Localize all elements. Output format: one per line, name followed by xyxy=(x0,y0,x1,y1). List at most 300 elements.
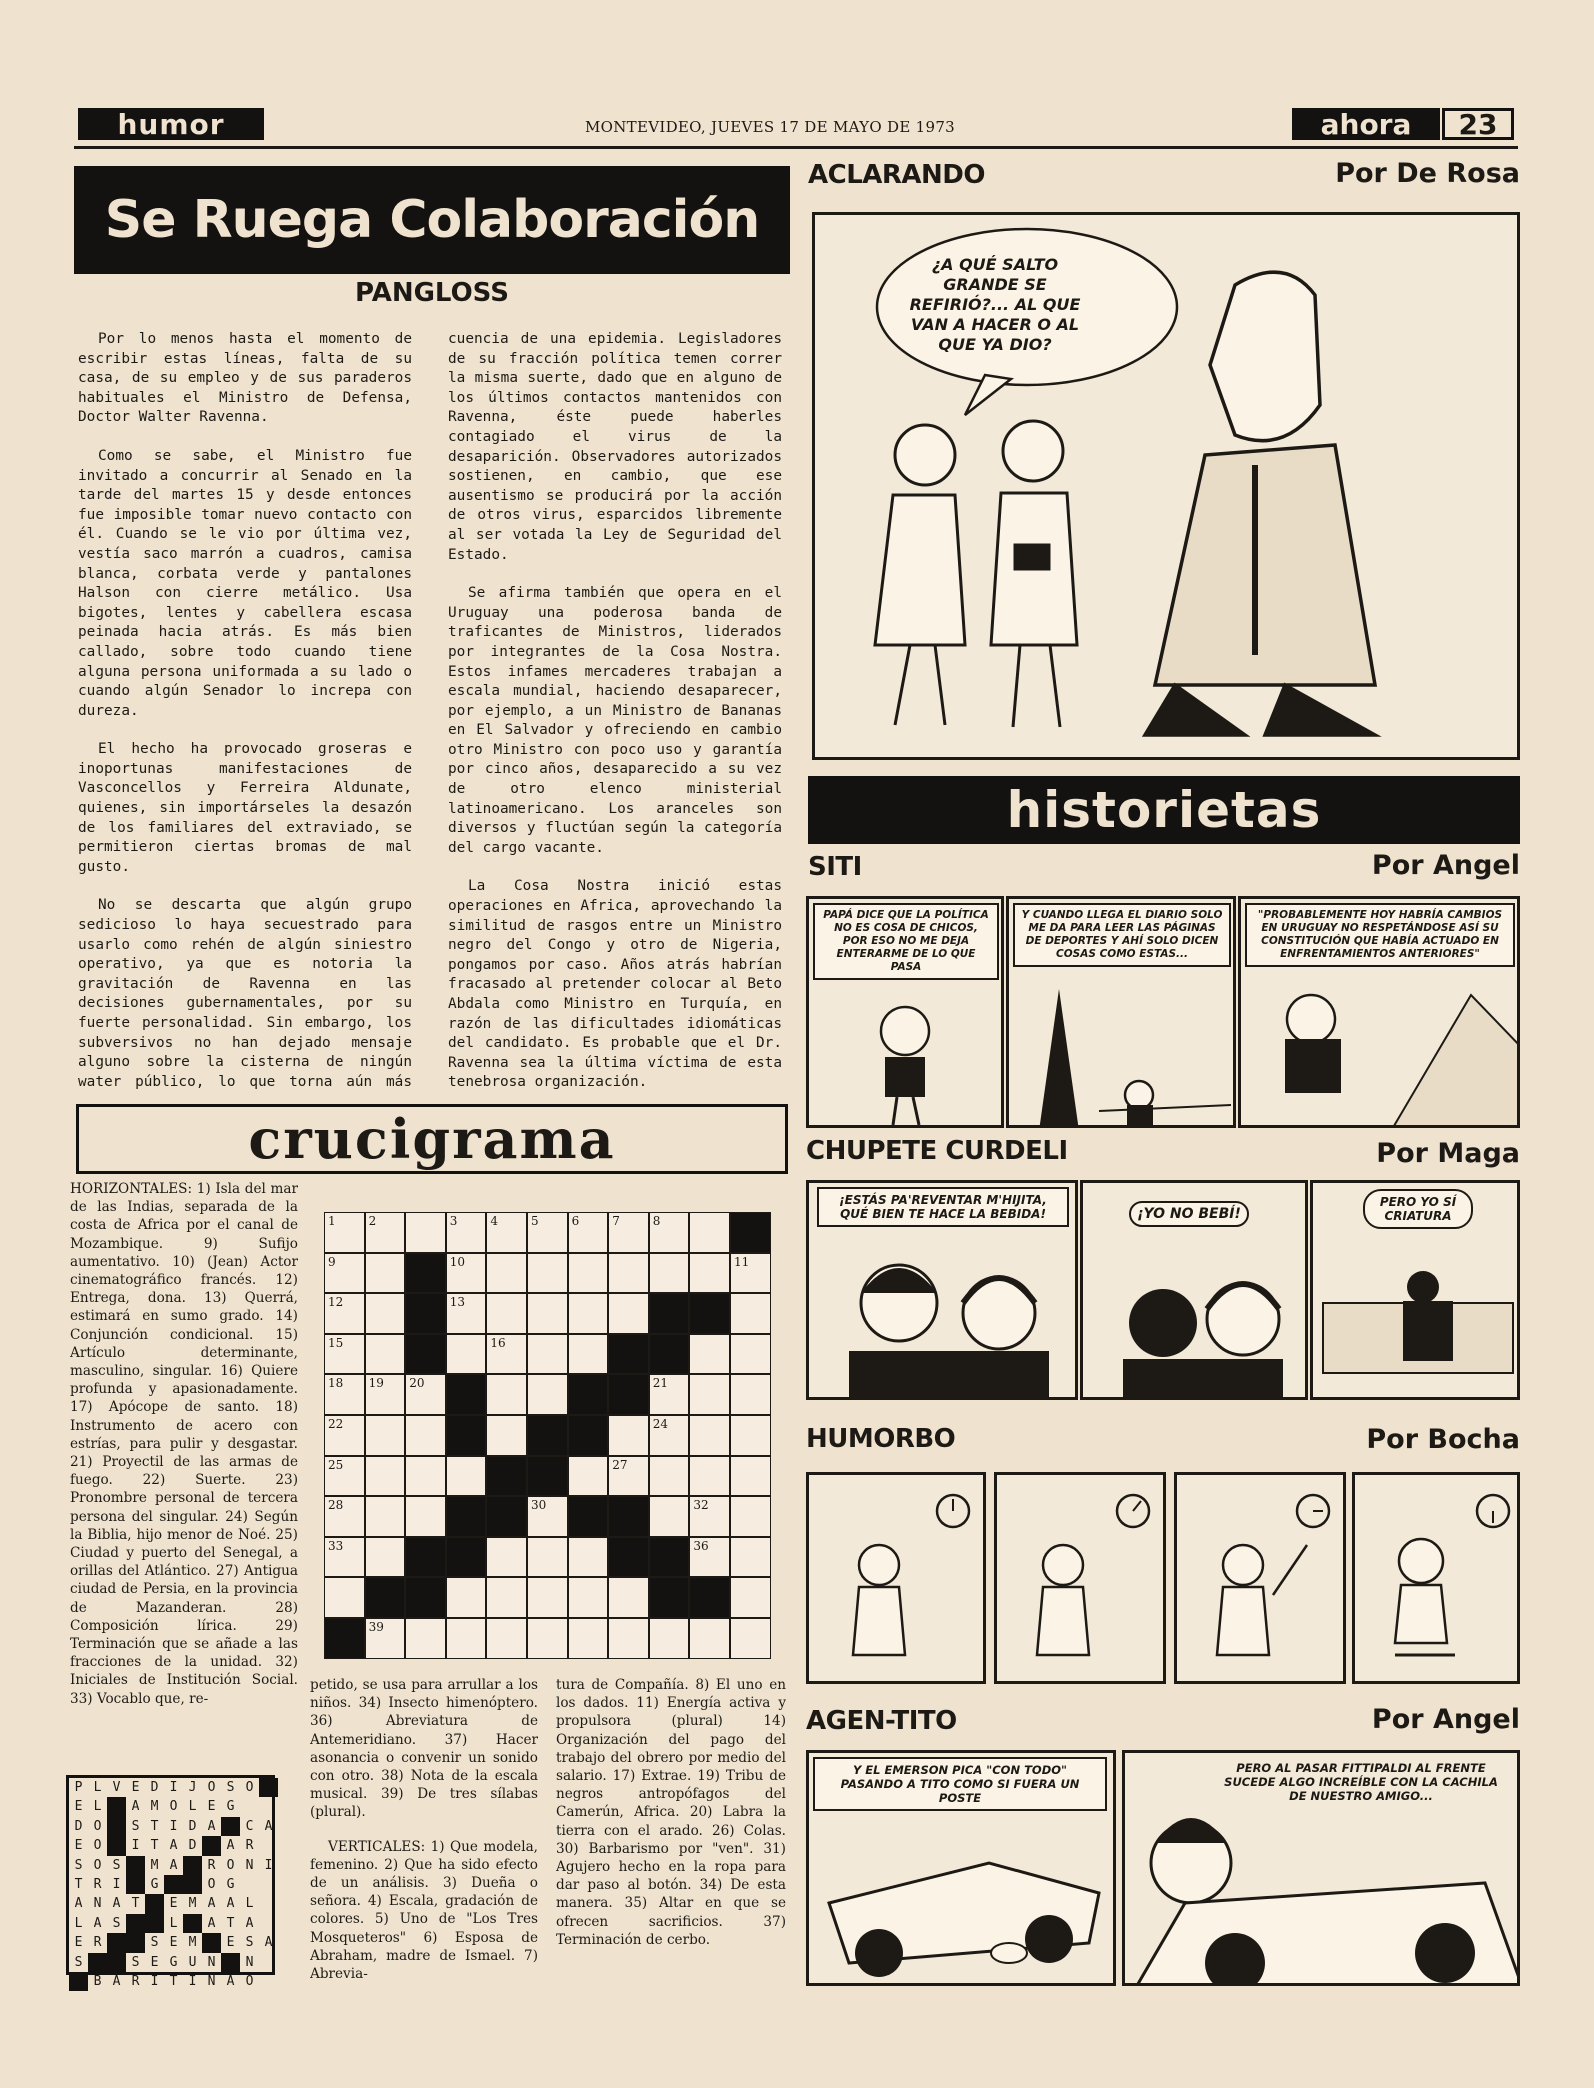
solution-cell: E xyxy=(169,1896,178,1912)
solution-black-cell xyxy=(145,1894,164,1913)
crossword-cell[interactable] xyxy=(689,1212,730,1253)
brand-text: ahora xyxy=(1320,107,1412,141)
crossword-cell-number: 16 xyxy=(490,1335,506,1350)
crossword-cell[interactable] xyxy=(649,1415,690,1456)
solution-cell: T xyxy=(150,1818,159,1834)
article-paragraph: Como se sabe, el Ministro fue invitado a concurrir al Senado en la tarde del martes 15 y desde entonces fue imposible tomar nuevo contacto con él. Cuando se le vio por última vez, vestía saco marrón a cuadros, camisa blanca, corbata verde y pantalones Halson con cierre metálico. Usa bigotes, lentes y cabellera escasa peinada hacia atrás. Es más bien callado, sobre todo cuando tiene alguna persona uniformada a su lado o cuando algún Senador lo increpa con dureza. xyxy=(78,447,412,719)
solution-cell: S xyxy=(112,1915,121,1931)
crossword-cell[interactable] xyxy=(324,1537,365,1578)
crossword-black-cell xyxy=(649,1293,690,1334)
crossword-cell[interactable] xyxy=(324,1334,365,1375)
crossword-cell[interactable] xyxy=(324,1293,365,1334)
crossword-cell[interactable] xyxy=(730,1496,771,1537)
crossword-cell[interactable] xyxy=(324,1415,365,1456)
crossword-cell-number: 15 xyxy=(328,1335,344,1350)
crossword-cell[interactable] xyxy=(486,1374,527,1415)
chupete-characters-3 xyxy=(1313,1183,1520,1400)
article-paragraph: El hecho ha provocado groseras e inoportunas manifestaciones de Vasconcellos y Ferreira Aldunate, quienes, sin importárseles la desazón de los familiares del extraviado, se permitieron ciertas bromas de mal gusto. xyxy=(78,741,412,875)
crossword-cell[interactable] xyxy=(568,1456,609,1497)
chupete-panel-3 xyxy=(1310,1180,1520,1400)
humorbo-byline: Por Bocha xyxy=(1366,1424,1520,1455)
crossword-cell[interactable] xyxy=(405,1456,446,1497)
siti-character-2 xyxy=(1009,899,1236,1128)
article-headline-box xyxy=(74,166,790,274)
crossword-cell[interactable] xyxy=(689,1456,730,1497)
solution-cell: A xyxy=(112,1896,121,1912)
solution-cell: P xyxy=(74,1780,83,1795)
chupete-characters-1 xyxy=(809,1183,1078,1400)
page-number: 23 xyxy=(1458,107,1498,141)
crossword-black-cell xyxy=(608,1496,649,1537)
crossword-cell[interactable] xyxy=(608,1212,649,1253)
crossword-black-cell xyxy=(568,1374,609,1415)
crossword-cell[interactable] xyxy=(486,1253,527,1294)
solution-cell: J xyxy=(188,1780,197,1795)
crossword-cell[interactable] xyxy=(324,1496,365,1537)
article-paragraph: Por lo menos hasta el momento de escribir estas líneas, falta de su casa, de su empleo y de sus paraderos habituales el Ministro de Defensa, Doctor Walter Ravenna. xyxy=(78,331,412,426)
cartoon-man-right xyxy=(1145,272,1375,735)
crossword-cell[interactable] xyxy=(365,1618,406,1659)
crossword-column-b xyxy=(310,1676,538,1994)
siti-panel-2 xyxy=(1006,896,1236,1128)
crossword-cell-number: 3 xyxy=(449,1214,458,1228)
solution-cell: M xyxy=(188,1896,197,1912)
crossword-cell[interactable] xyxy=(527,1537,568,1578)
siti-bubble-2: Y CUANDO LLEGA EL DIARIO SOLO ME DA PARA LEER LAS PÁGINAS DE DEPORTES Y AHÍ SOLO DICEN COSAS COMO ESTAS... xyxy=(1013,903,1231,967)
solution-cell xyxy=(259,1972,278,1991)
aclarando-speech-bubble: ¿A QUÉ SALTO GRANDE SE REFIRIÓ?... AL QUE VAN A HACER O AL QUE YA DIO? xyxy=(909,255,1081,354)
crossword-cell[interactable] xyxy=(365,1415,406,1456)
section-label-text: humor xyxy=(117,107,225,141)
crossword-cell[interactable] xyxy=(486,1537,527,1578)
crossword-black-cell xyxy=(649,1334,690,1375)
crossword-cell[interactable] xyxy=(527,1253,568,1294)
solution-cell: A xyxy=(245,1915,254,1931)
humorbo-panel-1 xyxy=(806,1472,986,1684)
solution-cell: M xyxy=(188,1935,197,1951)
solution-cell xyxy=(259,1894,278,1913)
crossword-cell[interactable] xyxy=(486,1577,527,1618)
crossword-black-cell xyxy=(568,1496,609,1537)
crossword-cell[interactable] xyxy=(730,1618,771,1659)
crossword-cell-number: 36 xyxy=(693,1538,709,1553)
solution-cell: A xyxy=(264,1935,273,1951)
crossword-cell[interactable] xyxy=(365,1293,406,1334)
crossword-cell[interactable] xyxy=(608,1577,649,1618)
agentito-bubble-1: Y EL EMERSON PICA "CON TODO" PASANDO A TITO COMO SI FUERA UN POSTE xyxy=(813,1757,1107,1811)
solution-black-cell xyxy=(202,1836,221,1855)
solution-cell: A xyxy=(169,1838,178,1854)
aclarando-byline: Por De Rosa xyxy=(1335,158,1520,189)
article-column-1 xyxy=(78,330,412,1092)
solution-cell xyxy=(259,1797,278,1816)
crossword-cell[interactable] xyxy=(649,1253,690,1294)
crossword-horizontales: HORIZONTALES: 1) Isla del mar de las Indias, separada de la costa de Africa por el canal de Mozambique. 9) Sufijo aumentativo. 10) (Jean) Actor cinematográfico francés. 12) Entrega, dona. 13) Querrá, estimará en sumo grado. 14) Conjunción condicional. 15) Artículo determinante, masculino, singular. 16) Quiere profunda y apasionadamente. 17) Apócope de santo. 18) Instrumento de acero con estrías, para pulir y desgastar. 21) Proyectil de las armas de fuego. 22) Suerte. 23) Pronombre personal de tercera persona del singular. 24) Según la Biblia, hijo menor de Noé. 25) Ciudad y puerto del Senegal, a orillas del Atlántico. 27) Antigua ciudad de Persia, en la provincia de Mazanderan. 28) Composición lírica. 29) Terminación que se añade a las fracciones de la unidad. 32) Iniciales de Institución Social. 33) Vocablo que, re- xyxy=(70,1181,298,1707)
solution-cell: S xyxy=(131,1954,140,1970)
solution-cell: A xyxy=(207,1818,216,1834)
crossword-cell[interactable] xyxy=(568,1212,609,1253)
crossword-verticales: VERTICALES: 1) Que modela, femenino. 2) Que ha sido efecto de un análisis. 3) Dueña o señora. 4) Escala, gradación de colores. 5) Uno de "Los Tres Mosqueteros" 6) Esposa de Abraham, madre de Ismael. 7) Abrevia- xyxy=(310,1838,538,1983)
solution-cell: A xyxy=(169,1857,178,1873)
crossword-title: crucigrama xyxy=(248,1107,616,1171)
solution-cell: E xyxy=(150,1954,159,1970)
solution-cell: L xyxy=(169,1915,178,1931)
solution-cell: R xyxy=(93,1877,102,1892)
solution-cell: R xyxy=(207,1857,216,1873)
solution-cell: O xyxy=(207,1780,216,1795)
crossword-cell[interactable] xyxy=(486,1334,527,1375)
crossword-cell[interactable] xyxy=(730,1537,771,1578)
chupete-characters-2 xyxy=(1083,1183,1308,1400)
solution-cell: R xyxy=(131,1974,140,1989)
crossword-cell-number: 30 xyxy=(531,1498,547,1513)
solution-cell: A xyxy=(93,1915,102,1931)
crossword-cell[interactable] xyxy=(730,1577,771,1618)
article-byline: PANGLOSS xyxy=(355,278,509,308)
crossword-cell[interactable] xyxy=(608,1618,649,1659)
solution-cell: I xyxy=(169,1780,178,1795)
crossword-cell[interactable] xyxy=(689,1374,730,1415)
solution-cell: D xyxy=(188,1818,197,1834)
crossword-cell[interactable] xyxy=(568,1577,609,1618)
solution-black-cell xyxy=(183,1914,202,1933)
solution-black-cell xyxy=(107,1817,126,1836)
solution-black-cell xyxy=(107,1797,126,1816)
solution-black-cell xyxy=(126,1933,145,1952)
crossword-black-cell xyxy=(324,1618,365,1659)
crossword-cell[interactable] xyxy=(527,1334,568,1375)
crossword-cell[interactable] xyxy=(730,1293,771,1334)
brand-label xyxy=(1292,108,1440,140)
solution-cell: E xyxy=(169,1935,178,1951)
siti-bubble-1: PAPÁ DICE QUE LA POLÍTICA NO ES COSA DE CHICOS, POR ESO NO ME DEJA ENTERARME DE LO QUE PASA xyxy=(813,903,999,980)
aclarando-title: ACLARANDO xyxy=(808,160,985,190)
crossword-cell[interactable] xyxy=(405,1212,446,1253)
article-paragraph: No se descarta que algún grupo sedicioso lo haya secuestrado para usarlo como rehén de algún siniestro operativo, ya que es notoria la gravitación de Ravenna en las decisiones gubernamentales, por su fuerte personalidad. Sin embargo, los subversivos no han dejado mensaje alguno sobre la cisterna de ningún water público, lo que torna aún más xyxy=(78,897,412,1090)
crossword-title-box xyxy=(76,1104,788,1174)
agentito-title: AGEN-TITO xyxy=(806,1706,957,1736)
siti-title: SITI xyxy=(808,852,862,882)
solution-cell: O xyxy=(93,1838,102,1854)
crossword-cell[interactable] xyxy=(689,1253,730,1294)
siti-panel-3 xyxy=(1238,896,1520,1128)
humorbo-figure-1 xyxy=(809,1475,986,1684)
crossword-cell-number: 7 xyxy=(612,1214,620,1228)
solution-black-cell xyxy=(107,1953,126,1972)
solution-black-cell xyxy=(107,1836,126,1855)
crossword-cell[interactable] xyxy=(527,1496,568,1537)
siti-character-1 xyxy=(809,899,1004,1128)
crossword-cell[interactable] xyxy=(689,1415,730,1456)
crossword-cell[interactable] xyxy=(608,1415,649,1456)
solution-cell: A xyxy=(226,1896,235,1912)
crossword-black-cell xyxy=(446,1496,487,1537)
crossword-black-cell xyxy=(608,1334,649,1375)
solution-cell xyxy=(259,1953,278,1972)
solution-cell: I xyxy=(112,1877,121,1892)
page-number-box xyxy=(1442,108,1514,140)
solution-cell: L xyxy=(245,1896,254,1912)
solution-cell: G xyxy=(150,1877,159,1892)
solution-cell: T xyxy=(169,1974,178,1989)
solution-black-cell xyxy=(183,1856,202,1875)
chupete-panel-1 xyxy=(806,1180,1078,1400)
crossword-cell[interactable] xyxy=(568,1293,609,1334)
chupete-bubble-3: PERO YO SÍ CRIATURA xyxy=(1363,1189,1473,1229)
crossword-cell[interactable] xyxy=(446,1253,487,1294)
solution-cell: E xyxy=(131,1780,140,1795)
crossword-black-cell xyxy=(365,1577,406,1618)
agentito-panel-1 xyxy=(806,1750,1116,1986)
crossword-cell[interactable] xyxy=(527,1577,568,1618)
crossword-cell[interactable] xyxy=(446,1456,487,1497)
solution-cell: D xyxy=(74,1818,83,1834)
solution-cell: G xyxy=(226,1799,235,1815)
crossword-cell[interactable] xyxy=(649,1374,690,1415)
crossword-black-cell xyxy=(527,1415,568,1456)
crossword-cell[interactable] xyxy=(405,1618,446,1659)
crossword-cell[interactable] xyxy=(608,1253,649,1294)
solution-cell: T xyxy=(150,1838,159,1854)
solution-cell: M xyxy=(150,1799,159,1815)
crossword-black-cell xyxy=(689,1577,730,1618)
solution-cell: D xyxy=(188,1838,197,1854)
crossword-cell[interactable] xyxy=(405,1415,446,1456)
solution-cell xyxy=(259,1914,278,1933)
solution-cell: N xyxy=(245,1857,254,1873)
solution-cell: O xyxy=(93,1818,102,1834)
crossword-cell[interactable] xyxy=(446,1334,487,1375)
crossword-clues-cont: petido, se usa para arrullar a los niños. 34) Insecto himenóptero. 36) Abreviatura de Antemeridiano. 37) Hacer asonancia o convenir un sonido con otro. 38) Nota de la escala musical. 39) De tres sílabas (plural). xyxy=(310,1677,538,1821)
solution-cell: T xyxy=(131,1896,140,1912)
section-label-humor xyxy=(78,108,264,140)
crossword-black-cell xyxy=(405,1293,446,1334)
solution-black-cell xyxy=(145,1914,164,1933)
crossword-cell[interactable] xyxy=(568,1334,609,1375)
crossword-cell-number: 32 xyxy=(693,1498,709,1513)
chupete-panel-2 xyxy=(1080,1180,1308,1400)
crossword-cell[interactable] xyxy=(324,1253,365,1294)
crossword-cell-number: 18 xyxy=(328,1376,344,1391)
humorbo-figure-4 xyxy=(1355,1475,1520,1684)
crossword-black-cell xyxy=(446,1374,487,1415)
solution-cell: A xyxy=(112,1974,121,1989)
crossword-cell[interactable] xyxy=(365,1334,406,1375)
solution-black-cell xyxy=(164,1875,183,1894)
siti-character-3 xyxy=(1241,899,1520,1128)
solution-cell: D xyxy=(150,1780,159,1795)
crossword-cell[interactable] xyxy=(446,1212,487,1253)
crossword-cell[interactable] xyxy=(568,1618,609,1659)
humorbo-figure-3 xyxy=(1177,1475,1346,1684)
solution-black-cell xyxy=(221,1817,240,1836)
crossword-cell[interactable] xyxy=(649,1456,690,1497)
crossword-cell[interactable] xyxy=(486,1618,527,1659)
crossword-cell[interactable] xyxy=(568,1537,609,1578)
aclarando-cartoon xyxy=(812,212,1520,760)
humorbo-panel-2 xyxy=(994,1472,1166,1684)
solution-black-cell xyxy=(126,1856,145,1875)
crossword-cell-number: 5 xyxy=(531,1214,539,1228)
crossword-black-cell xyxy=(486,1496,527,1537)
crossword-cell[interactable] xyxy=(365,1456,406,1497)
crossword-black-cell xyxy=(608,1537,649,1578)
solution-cell: A xyxy=(207,1915,216,1931)
solution-cell: O xyxy=(207,1877,216,1892)
crossword-cell-number: 19 xyxy=(368,1376,384,1391)
crossword-cell[interactable] xyxy=(649,1618,690,1659)
crossword-cell[interactable] xyxy=(689,1334,730,1375)
crossword-cell[interactable] xyxy=(689,1537,730,1578)
crossword-solution-grid xyxy=(66,1775,275,1989)
crossword-cell-number: 9 xyxy=(328,1254,336,1269)
humorbo-panel-3 xyxy=(1174,1472,1346,1684)
crossword-cell-number: 1 xyxy=(328,1214,336,1228)
crossword-cell[interactable] xyxy=(365,1537,406,1578)
solution-cell: C xyxy=(245,1818,254,1834)
crossword-cell[interactable] xyxy=(365,1253,406,1294)
crossword-column-c: tura de Compañía. 8) El uno en los dados. 11) Energía activa y propulsora (plural) 14) Organización del pago del trabajo del obrero por medio del salario. 17) Extrae. 19) Tribu de negros antropófagos del Camerún, Africa. 20) Labra la tierra con el arado. 26) Colas. 30) Barbarismo por "ven". 31) Agujero hecho en la ropa para dar paso al botón. 34) De esta manera. 35) Altar en que se ofrecen sacrificios. 37) Terminación de cerbo. xyxy=(556,1677,786,1948)
chupete-byline: Por Maga xyxy=(1376,1138,1520,1169)
crossword-cell[interactable] xyxy=(405,1496,446,1537)
crossword-black-cell xyxy=(446,1415,487,1456)
crossword-black-cell xyxy=(689,1293,730,1334)
crossword-cell-number: 13 xyxy=(449,1295,466,1310)
solution-cell: O xyxy=(245,1974,254,1989)
dateline: MONTEVIDEO, JUEVES 17 DE MAYO DE 1973 xyxy=(584,118,956,136)
solution-cell: O xyxy=(245,1780,254,1795)
solution-cell xyxy=(259,1836,278,1855)
solution-cell: I xyxy=(169,1818,178,1834)
solution-cell: I xyxy=(131,1838,140,1854)
solution-cell: S xyxy=(150,1935,159,1951)
crossword-cell[interactable] xyxy=(730,1456,771,1497)
crossword-cell-number: 10 xyxy=(449,1254,466,1269)
article-paragraph: Se afirma también que opera en el Uruguay una poderosa banda de traficantes de Ministros, liderados por integrantes de la Cosa Nostra. Estos infames mercaderes trabajan a escala mundial, haciendo desaparecer, por ejemplo, a un Ministro de Bananas en El Salvador y ofreciendo en cambio otro Ministro con poco uso y garantía por cinco años, desaparecido a su vez de otro elenco ministerial latinoamericano. Los aranceles son diversos y fluctúan según la categoría del cargo vacante. xyxy=(448,585,782,856)
crossword-cell-number: 22 xyxy=(328,1417,344,1431)
article-paragraph: La Cosa Nostra inició estas operaciones en Africa, aprovechando la similitud de rasgos entre un Ministro negro del Congo y otro de Nigeria, pongamos por caso. Años atrás habrían fracasado al pretender colocar al Beto Abdala como Ministro en Turquía, en razón de las dificultades idiomáticas del candidato. Es probable que el Dr. Ravenna sea la última víctima de esta tenebrosa organización. xyxy=(448,878,782,1091)
historietas-banner-text: historietas xyxy=(1006,781,1322,839)
crossword-cell[interactable] xyxy=(405,1374,446,1415)
article-column-2 xyxy=(448,330,782,1092)
solution-cell: S xyxy=(226,1780,235,1795)
solution-cell: O xyxy=(226,1857,235,1873)
solution-black-cell xyxy=(183,1875,202,1894)
solution-cell: I xyxy=(264,1857,273,1873)
crossword-cell[interactable] xyxy=(689,1618,730,1659)
solution-cell: R xyxy=(93,1935,102,1951)
crossword-cell[interactable] xyxy=(527,1212,568,1253)
crossword-cell[interactable] xyxy=(730,1253,771,1294)
solution-black-cell xyxy=(126,1914,145,1933)
crossword-cell[interactable] xyxy=(324,1456,365,1497)
agentito-race-car-2 xyxy=(1125,1753,1520,1986)
solution-cell: E xyxy=(74,1838,83,1854)
solution-cell: G xyxy=(226,1877,235,1892)
agentito-race-car-1 xyxy=(809,1753,1116,1986)
solution-black-cell xyxy=(69,1972,88,1991)
crossword-cell[interactable] xyxy=(527,1618,568,1659)
crossword-cell[interactable] xyxy=(608,1293,649,1334)
solution-cell: A xyxy=(226,1974,235,1989)
solution-cell: A xyxy=(207,1896,216,1912)
crossword-cell-number: 39 xyxy=(368,1620,384,1634)
crossword-cell[interactable] xyxy=(527,1374,568,1415)
solution-cell: T xyxy=(226,1915,235,1931)
crossword-cell[interactable] xyxy=(324,1577,365,1618)
crossword-cell[interactable] xyxy=(486,1293,527,1334)
crossword-cell[interactable] xyxy=(730,1374,771,1415)
crossword-cell-number: 25 xyxy=(328,1457,344,1472)
crossword-cell[interactable] xyxy=(568,1253,609,1294)
crossword-cell-number: 2 xyxy=(368,1214,377,1228)
solution-cell xyxy=(240,1875,259,1894)
crossword-cell[interactable] xyxy=(730,1415,771,1456)
solution-cell: O xyxy=(93,1857,102,1873)
crossword-cell-number: 4 xyxy=(490,1214,499,1228)
crossword-grid[interactable] xyxy=(324,1212,770,1658)
crossword-cell-number: 27 xyxy=(612,1457,628,1472)
crossword-black-cell xyxy=(486,1456,527,1497)
crossword-cell[interactable] xyxy=(324,1212,365,1253)
crossword-cell-number: 11 xyxy=(734,1254,750,1269)
chupete-title: CHUPETE CURDELI xyxy=(806,1136,1068,1166)
crossword-black-cell xyxy=(608,1374,649,1415)
crossword-cell[interactable] xyxy=(365,1374,406,1415)
siti-panel-1 xyxy=(806,896,1004,1128)
crossword-cell[interactable] xyxy=(527,1293,568,1334)
solution-cell: L xyxy=(93,1799,102,1815)
crossword-cell[interactable] xyxy=(689,1496,730,1537)
crossword-black-cell xyxy=(568,1415,609,1456)
crossword-cell[interactable] xyxy=(324,1374,365,1415)
crossword-cell[interactable] xyxy=(365,1496,406,1537)
solution-cell: L xyxy=(74,1915,83,1931)
crossword-cell[interactable] xyxy=(730,1334,771,1375)
solution-cell: S xyxy=(131,1818,140,1834)
crossword-cell[interactable] xyxy=(446,1618,487,1659)
crossword-cell-number: 8 xyxy=(652,1214,661,1228)
crossword-cell[interactable] xyxy=(649,1496,690,1537)
solution-cell: E xyxy=(226,1935,235,1951)
crossword-cell[interactable] xyxy=(446,1577,487,1618)
historietas-banner xyxy=(808,776,1520,844)
crossword-cell[interactable] xyxy=(486,1415,527,1456)
crossword-black-cell xyxy=(649,1537,690,1578)
crossword-cell-number: 28 xyxy=(328,1498,344,1513)
cartoon-man-left xyxy=(875,425,965,725)
crossword-cell[interactable] xyxy=(486,1212,527,1253)
siti-bubble-3: "PROBABLEMENTE HOY HABRÍA CAMBIOS EN URUGUAY NO RESPETÁNDOSE ASÍ SU CONSTITUCIÓN QUE HABÍA ACTUADO EN ENFRENTAMIENTOS ANTERIORES" xyxy=(1245,903,1515,967)
solution-black-cell xyxy=(221,1953,240,1972)
crossword-black-cell xyxy=(405,1334,446,1375)
solution-cell: E xyxy=(207,1799,216,1815)
crossword-cell[interactable] xyxy=(608,1456,649,1497)
crossword-cell-number: 6 xyxy=(571,1214,580,1228)
crossword-cell[interactable] xyxy=(649,1212,690,1253)
solution-cell xyxy=(240,1797,259,1816)
solution-black-cell xyxy=(88,1953,107,1972)
solution-cell: N xyxy=(207,1954,216,1970)
humorbo-panel-4 xyxy=(1352,1472,1520,1684)
crossword-cell[interactable] xyxy=(446,1293,487,1334)
solution-cell: R xyxy=(245,1838,254,1854)
crossword-cell[interactable] xyxy=(365,1212,406,1253)
article-headline: Se Ruega Colaboración xyxy=(104,190,760,250)
solution-cell: A xyxy=(226,1838,235,1854)
crossword-black-cell xyxy=(405,1537,446,1578)
crossword-black-cell xyxy=(649,1577,690,1618)
